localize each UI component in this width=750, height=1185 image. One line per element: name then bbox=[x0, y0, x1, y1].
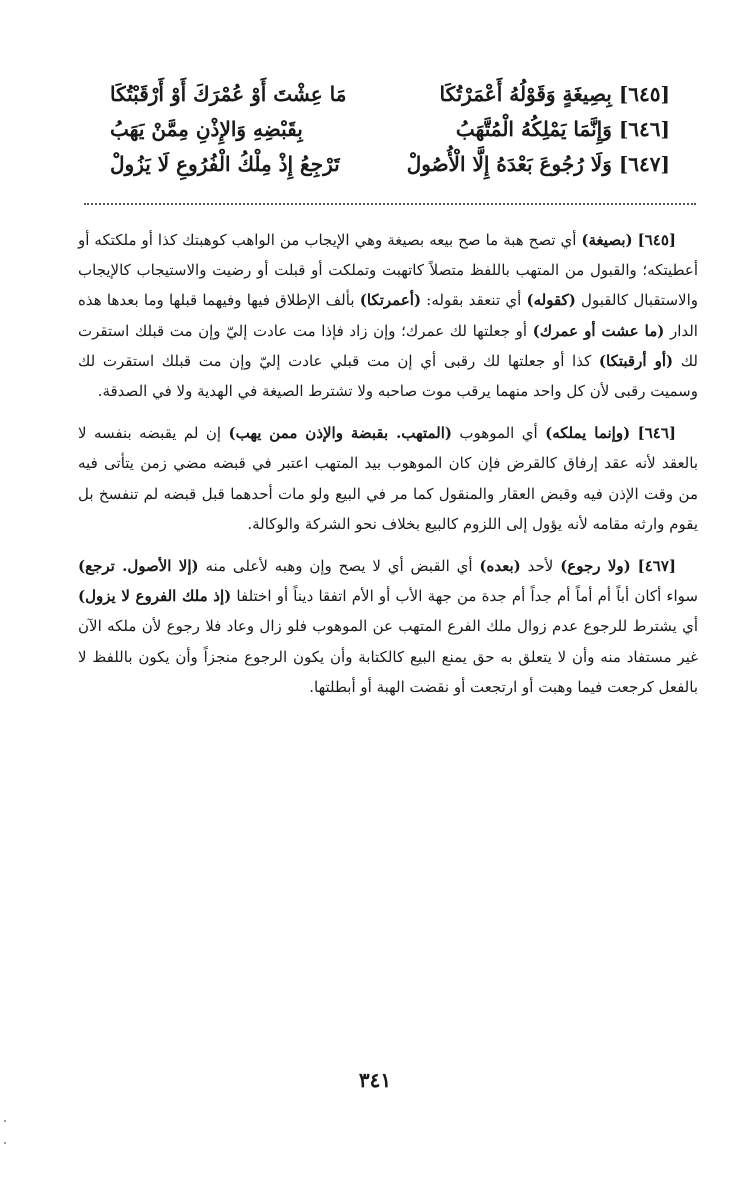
dotted-divider bbox=[84, 203, 696, 205]
quoted-term: (المتهب. بقبضة والإذن ممن يهب) bbox=[228, 424, 452, 443]
verse-first-hemistich: [٦٤٧] وَلَا رُجُوعَ بَعْدَهُ إِلَّا الْأُصُولْ bbox=[406, 152, 670, 176]
quoted-term: (إذ ملك الفروع لا يزول) bbox=[78, 587, 232, 606]
verse-647 bbox=[110, 152, 670, 187]
poem-verses bbox=[110, 82, 670, 187]
commentary-paragraph-647 bbox=[78, 551, 698, 702]
verse-646 bbox=[110, 117, 670, 152]
explanation-text: أي يشترط للرجوع عدم زوال ملك الفرع المتهب عن الموهوب فلو زال وعاد فلا رجوع لأن ملكه الآن غير مستفاد منه وأن لا يتعلق به حق يمنع البيع كالكتابة وأن يكون الرجوع منجزاً وأن يكون باللفظ لا بالفعل كرجعت فيما وهبت أو ارتجعت أو نقضت الهبة أو أبطلتها. bbox=[78, 617, 698, 696]
scan-speck bbox=[4, 1120, 6, 1122]
verse-second-hemistich: بِقَبْضِهِ وَالإِذْنِ مِمَّنْ يَهَبُ bbox=[110, 117, 303, 141]
explanation-text: أي تنعقد بقوله: bbox=[421, 291, 527, 310]
verse-number: [٦٤٥] bbox=[637, 231, 676, 249]
explanation-text: كذا أو جعلتها لك رقبى أي إن مت قبلي عادت إليّ وإن مت قبلك استقرت لك وسميت رقبى لأن كل واحد منهما يرقب موت صاحبه ولا تشترط الصيغة في الهدية ولا في الصدقة. bbox=[78, 351, 698, 401]
explanation-text: أو جعلتها لك عمرك؛ وإن زاد فإذا مت عادت إليّ وإن مت قبلك استقرت لك bbox=[78, 321, 699, 370]
verse-645 bbox=[110, 82, 670, 117]
quoted-term: (أو أرقبتكا) bbox=[598, 351, 674, 370]
explanation-text: إن لم يقبضه بنفسه لا بالعقد لأنه عقد إرفاق كالقرض فإن كان الموهوب بيد المتهب اعتبر في قبضه مضي زمن يتأتى فيه من وقت الإذن فيه وقبض العقار والمنقول كما مر في البيع ولو مات أحدهما قبل قبضه لم تنفسخ بل يقوم وارثه مقامه لأنه يؤول إلى اللزوم كالبيع بخلاف نحو الشركة والوكالة. bbox=[78, 424, 698, 533]
explanation-text: أي القبض أي لا يصح وإن وهبه لأعلى منه bbox=[198, 557, 480, 576]
quoted-term: (بعده) bbox=[479, 557, 521, 576]
explanation-text: لأحد bbox=[520, 557, 561, 576]
commentary-text bbox=[78, 225, 698, 714]
verse-number: [٤٦٧] bbox=[637, 557, 676, 576]
explanation-text: سواء أكان أباً أم أماً أم جداً أم جدة من جهة الأب أو الأم اتفقا ديناً أو اختلفا bbox=[231, 587, 698, 606]
quoted-term: (أعمرتكا) bbox=[359, 291, 422, 310]
verse-first-hemistich: [٦٤٦] وَإِنَّمَا يَمْلِكُهُ الْمُتَّهَبُ bbox=[455, 117, 670, 141]
explanation-text: أي الموهوب bbox=[451, 424, 546, 443]
quoted-term: (وإنما يملكه) bbox=[545, 424, 631, 443]
explanation-text: بألف الإطلاق فيها وفيهما قبلها وما بعدها هذه الدار bbox=[78, 291, 698, 340]
page-number: ٣٤١ bbox=[358, 1068, 392, 1092]
verse-second-hemistich: مَا عِشْتَ أَوْ عُمْرَكَ أَوْ أَرْقَبْتُكَا bbox=[110, 82, 347, 106]
quoted-term: (ولا رجوع) bbox=[560, 557, 631, 576]
quoted-term: (ما عشت أو عمرك) bbox=[532, 321, 665, 340]
verse-number: [٦٤٦] bbox=[637, 424, 676, 443]
commentary-paragraph-645 bbox=[78, 225, 698, 406]
commentary-paragraph-646 bbox=[78, 418, 698, 539]
quoted-term: (بصيغة) bbox=[581, 231, 633, 249]
explanation-text: أي تصح هبة ما صح بيعه بصيغة وهي الإيجاب من الواهب كوهبتك كذا أو ملكتكه أو أعطيتكه؛ والقبول من المتهب باللفظ متصلاً كاتهبت وتملكت أو قبلت أو رضيت والاستيجاب كالإيجاب والاستقبال كالقبول bbox=[78, 231, 698, 310]
verse-second-hemistich: تَرْجِعُ إِذْ مِلْكُ الْفُرُوعِ لَا يَزُولْ bbox=[110, 152, 340, 176]
quoted-term: (كقوله) bbox=[526, 291, 576, 310]
scan-speck bbox=[4, 1142, 6, 1144]
quoted-term: (إلا الأصول. ترجع) bbox=[78, 557, 199, 576]
verse-first-hemistich: [٦٤٥] بِصِيغَةٍ وَقَوْلُهُ أَعْمَرْتُكَا bbox=[439, 82, 670, 106]
